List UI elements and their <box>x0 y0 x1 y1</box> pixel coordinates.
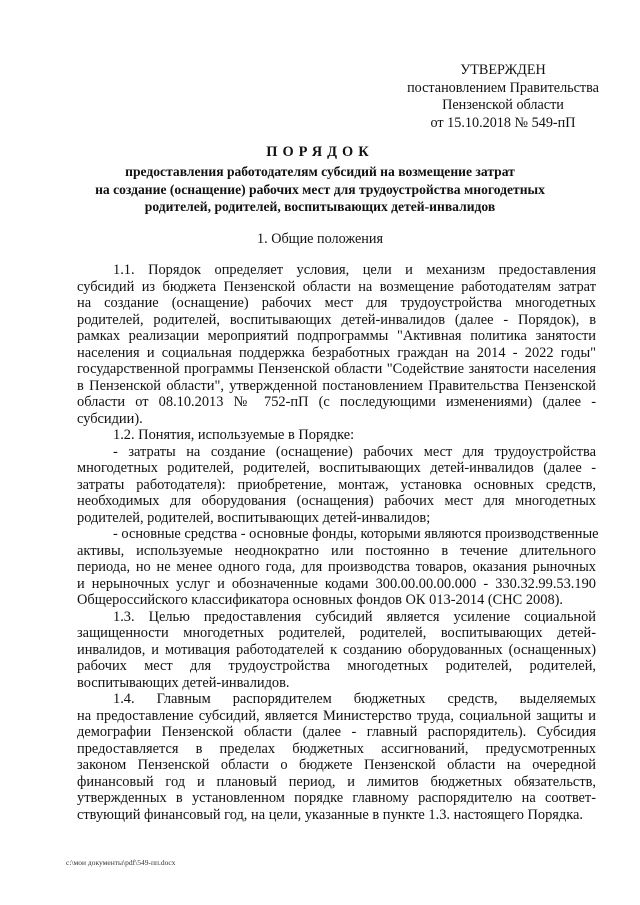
approval-line: УТВЕРЖДЕН <box>460 62 546 78</box>
paragraph-line: субсидий из бюджета Пензенской области на возмещение работодателям затрат <box>77 278 596 295</box>
paragraph-line: в Пензенской области", утвержденной постановлением Правительства Пензенской <box>77 377 596 394</box>
paragraph-line: активы, используемые неоднократно или постоянно в течение длительного <box>77 542 596 559</box>
paragraph-line: необходимых для оборудования (оснащения) рабочих мест для многодетных <box>77 493 596 509</box>
paragraph-line: на предоставление субсидий, является Министерство труда, социальной защиты и <box>77 707 596 724</box>
paragraph-line: рабочих мест для трудоустройства многодетных родителей, родителей, <box>77 658 596 674</box>
paragraph-line: многодетных родителей, родителей, воспитывающих детей-инвалидов (далее - <box>77 460 596 476</box>
paragraph-line: демографии Пензенской области (далее - главный распорядитель). Субсидия <box>77 724 596 740</box>
approval-line: Пензенской области <box>442 97 564 113</box>
paragraph-line: субсидии). <box>77 410 143 427</box>
subtitle-line: на создание (оснащение) рабочих мест для трудоустройства многодетных <box>95 181 545 197</box>
paragraph-line: на создание (оснащение) рабочих мест для трудоустройства многодетных <box>77 295 596 311</box>
paragraph-line: периода, но не менее одного года, для производства товаров, оказания рыночных <box>77 559 596 575</box>
approval-line: постановлением Правительства <box>407 79 599 96</box>
paragraph-line: 1.4. Главным распорядителем бюджетных средств, выделяемых <box>113 691 596 707</box>
section-heading: 1. Общие положения <box>257 231 383 247</box>
paragraph-line: рамках реализации мероприятий подпрограммы "Активная политика занятости <box>77 328 596 344</box>
paragraph-line: населения и социальная поддержка безработных граждан на 2014 - 2022 годы" <box>77 344 596 361</box>
subtitle-line: предоставления работодателям субсидий на возмещение затрат <box>125 164 515 179</box>
subtitle-line: родителей, родителей, воспитывающих детей-инвалидов <box>144 199 496 214</box>
paragraph-line: 1.1. Порядок определяет условия, цели и механизм предоставления <box>113 262 596 278</box>
paragraph-line: воспитывающих детей-инвалидов. <box>77 674 290 691</box>
paragraph-line: защищенности многодетных родителей, родителей, воспитывающих детей- <box>77 625 596 641</box>
paragraph-line: родителей, родителей, воспитывающих детей-инвалидов (далее - Порядок), в <box>77 311 596 328</box>
paragraph-line: и нерыночных услуг и обозначенные кодами 300.00.00.00.000 - 330.32.99.53.190 <box>77 575 596 592</box>
approval-stamp <box>383 62 623 132</box>
paragraph-line: - основные средства - основные фонды, которыми являются производственные <box>113 526 599 542</box>
document-subtitle <box>40 163 600 216</box>
paragraph-line: ствующий финансовый год, на цели, указанные в пункте 1.3. настоящего Порядка. <box>77 806 583 823</box>
paragraph-line: государственной программы Пензенской области "Содействие занятости населения <box>77 361 596 377</box>
paragraph-line: инвалидов, и мотивация работодателей к созданию оборудованных (оснащенных) <box>77 641 596 658</box>
paragraph-line: законом Пензенской области о бюджете Пензенской области на очередной <box>77 757 596 773</box>
paragraph-line: области от 08.10.2013 № 752-пП (с последующими изменениями) (далее - <box>77 394 596 410</box>
paragraph-line: 1.2. Понятия, используемые в Порядке: <box>113 427 355 443</box>
document-title: ПОРЯДОК <box>266 144 374 160</box>
paragraph-line: родителей, родителей, воспитывающих детей-инвалидов; <box>77 509 431 526</box>
file-path-footer: c:\мои документы\pdf\549-пп.docx <box>66 858 176 867</box>
paragraph-line: Общероссийского классификатора основных фондов ОК 013-2014 (СНС 2008). <box>77 592 564 608</box>
paragraph-line: утвержденных в установленном порядке главному распорядителю на соответ- <box>77 790 596 806</box>
approval-line: от 15.10.2018 № 549-пП <box>430 114 576 131</box>
paragraph-line: затраты работодателя): приобретение, монтаж, установка основных средств, <box>77 476 596 493</box>
paragraph-line: 1.3. Целью предоставления субсидий является усиление социальной <box>113 608 596 625</box>
paragraph-line: финансовый год и плановый период, и лимитов бюджетных обязательств, <box>77 773 596 790</box>
document-body <box>77 262 599 823</box>
paragraph-line: - затраты на создание (оснащение) рабочих мест для трудоустройства <box>113 443 596 460</box>
paragraph-line: предоставляется в пределах бюджетных ассигнований, предусмотренных <box>77 740 596 757</box>
